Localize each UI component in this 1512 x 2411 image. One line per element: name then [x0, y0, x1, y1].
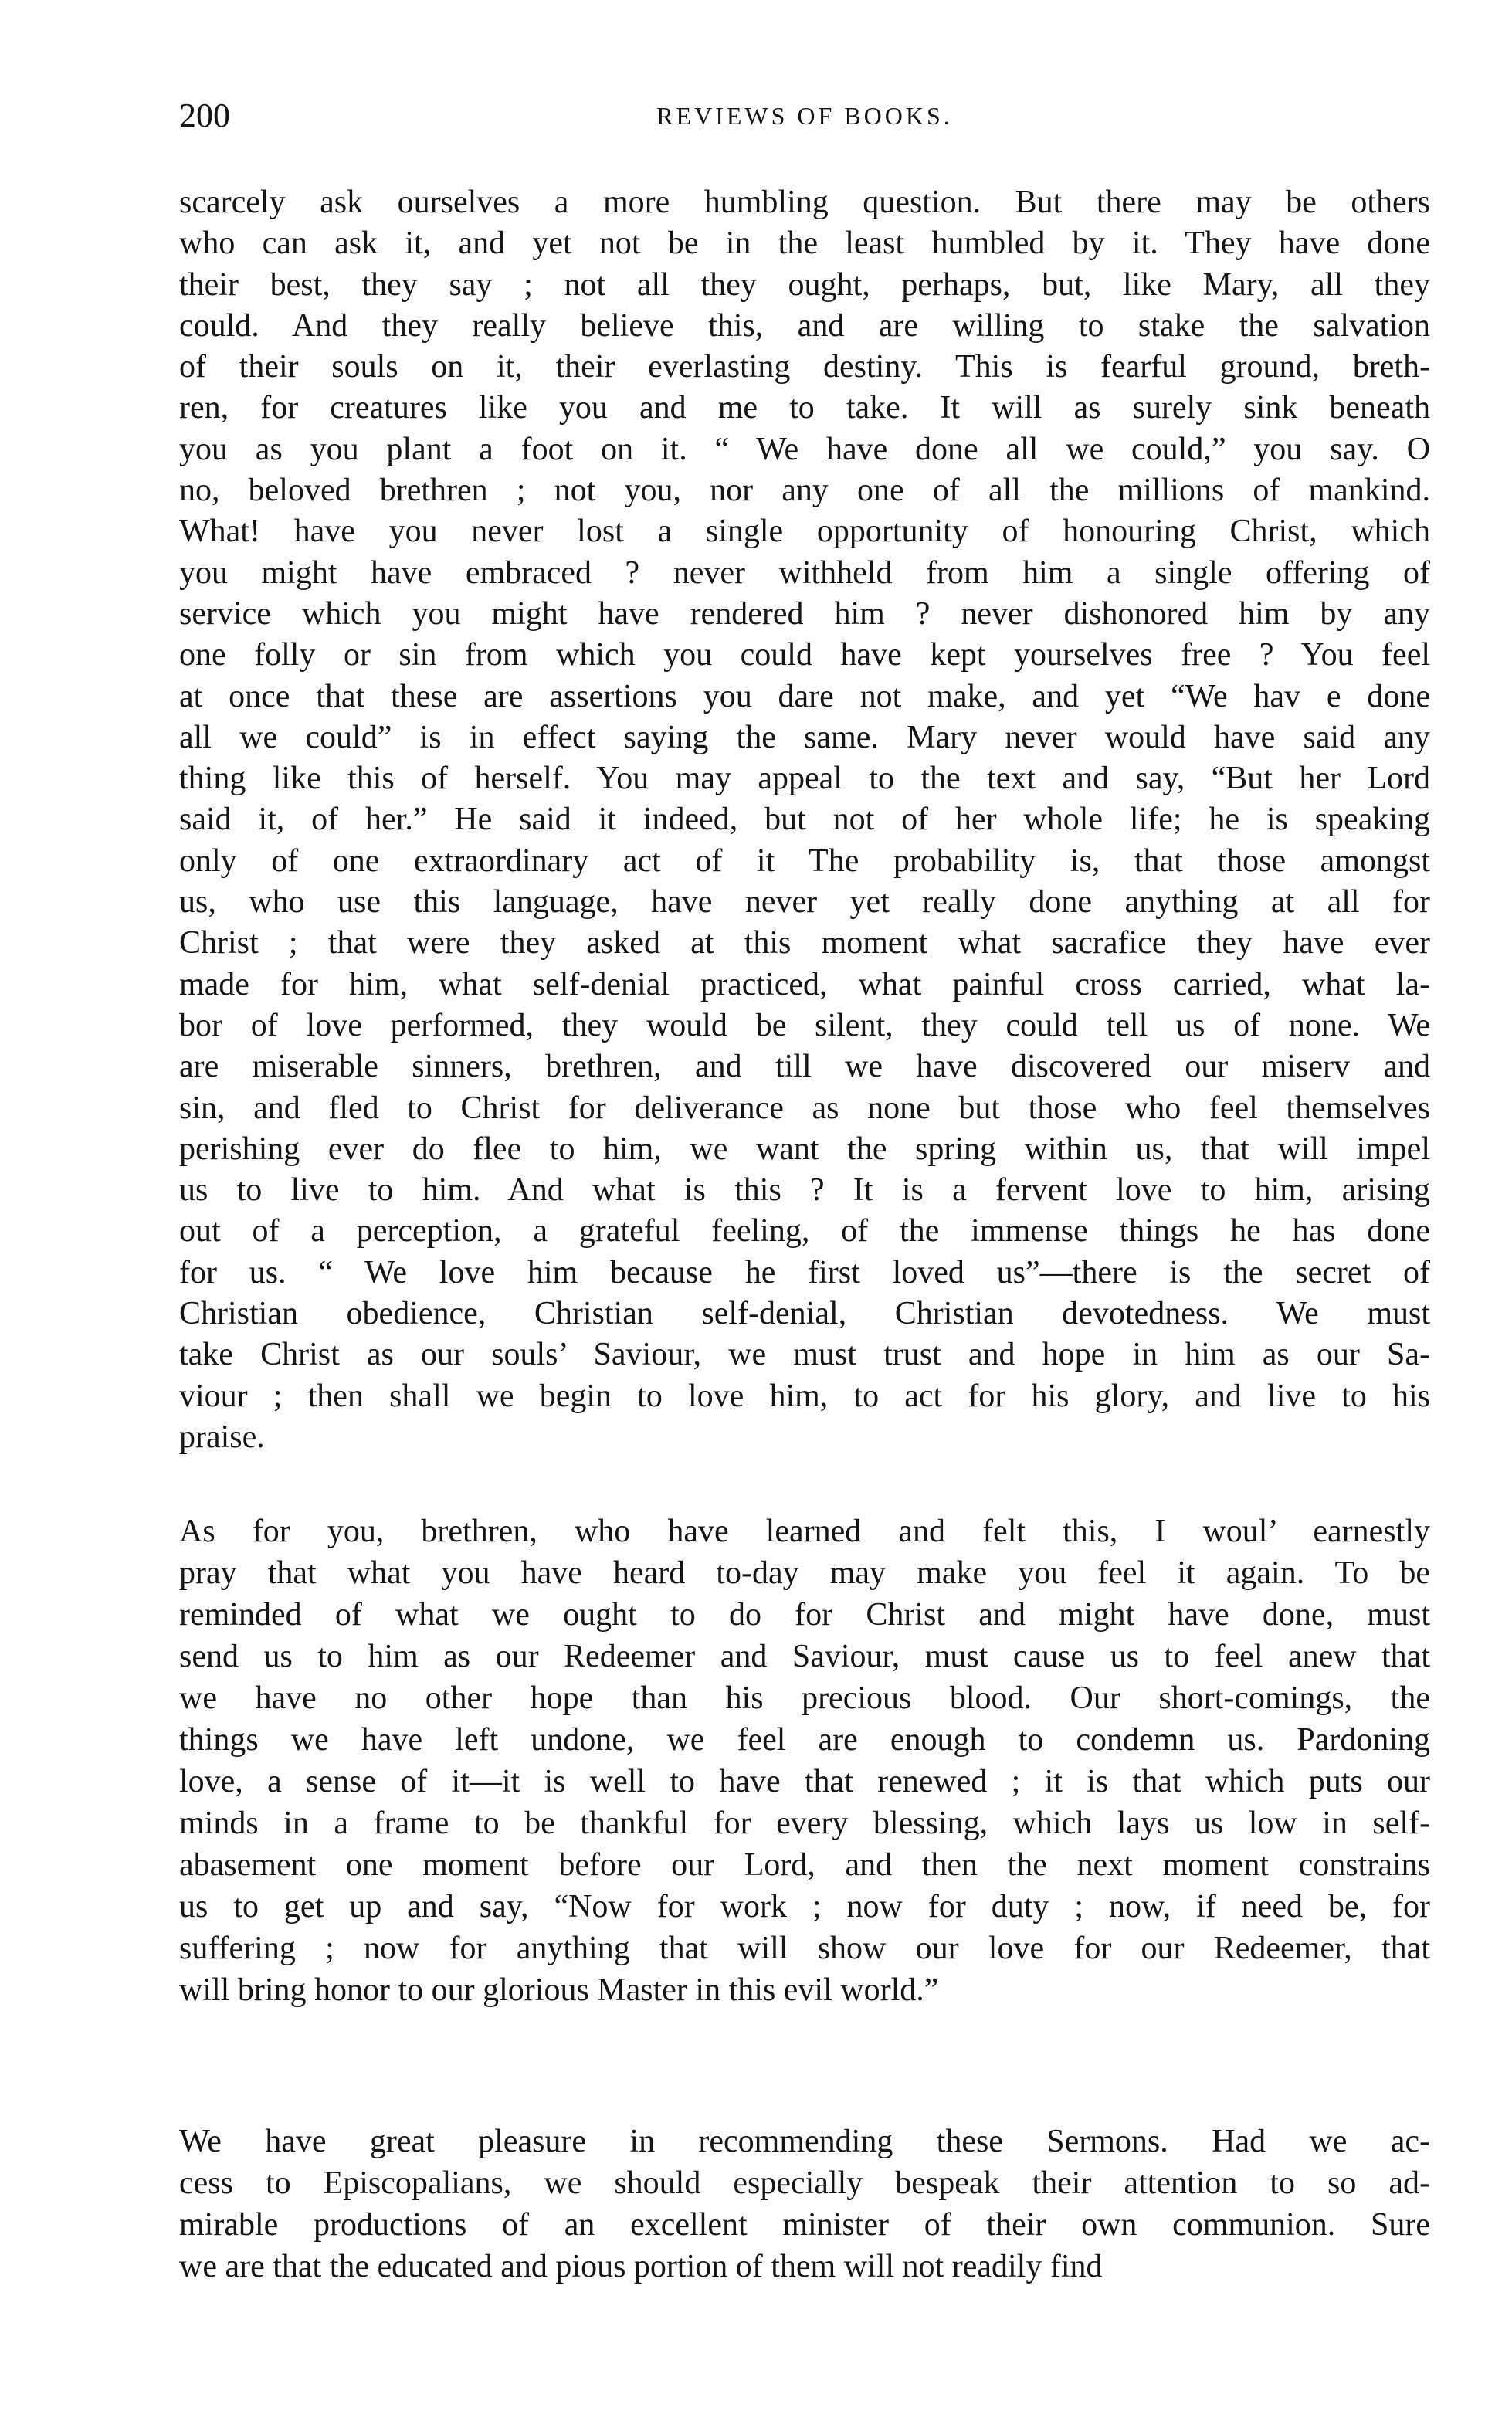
text-line: we are that the educated and pious portion of them will not readily find	[179, 2249, 1103, 2284]
text-line: perishing ever do flee to him, we want the spring within us, that will impel	[179, 1131, 1430, 1167]
text-line: said it, of her.” He said it indeed, but not of her whole life; he is speaking	[179, 802, 1430, 838]
text-line: we have no other hope than his precious blood. Our short-comings, the	[179, 1680, 1430, 1716]
text-line: who can ask it, and yet not be in the least humbled by it. They have done	[179, 226, 1430, 262]
text-line: could. And they really believe this, and are willing to stake the salvation	[179, 307, 1430, 344]
text-line: love, a sense of it—it is well to have that renewed ; it is that which puts our	[179, 1764, 1430, 1799]
text-line: all we could” is in effect saying the same. Mary never would have said any	[179, 719, 1430, 755]
text-line: no, beloved brethren ; not you, nor any one of all the millions of mankind.	[179, 473, 1430, 509]
text-line: for us. “ We love him because he first loved us”—there is the secret of	[179, 1254, 1430, 1290]
text-line: suffering ; now for anything that will show our love for our Redeemer, that	[179, 1931, 1430, 1966]
page-number: 200	[179, 97, 230, 134]
text-line: We have great pleasure in recommending these Sermons. Had we ac-	[179, 2124, 1430, 2159]
text-line: abasement one moment before our Lord, and then the next moment constrains	[179, 1847, 1430, 1883]
text-line: us to live to him. And what is this ? It is a fervent love to him, arising	[179, 1172, 1430, 1209]
text-line: minds in a frame to be thankful for every blessing, which lays us low in self-	[179, 1806, 1430, 1841]
text-line: viour ; then shall we begin to love him, to act for his glory, and live to his	[179, 1378, 1430, 1414]
text-line: their best, they say ; not all they ought, perhaps, but, like Mary, all they	[179, 266, 1430, 303]
text-line: out of a perception, a grateful feeling, of the immense things he has done	[179, 1213, 1430, 1250]
text-line: you as you plant a foot on it. “ We have done all we could,” you say. O	[179, 431, 1430, 467]
text-line: bor of love performed, they would be silent, they could tell us of none. We	[179, 1007, 1430, 1043]
text-line: reminded of what we ought to do for Christ and might have done, must	[179, 1597, 1430, 1633]
text-line: service which you might have rendered him ? never dishonored him by any	[179, 595, 1430, 632]
text-line: of their souls on it, their everlasting destiny. This is fearful ground, breth-	[179, 349, 1430, 385]
text-line: send us to him as our Redeemer and Saviour, must cause us to feel anew that	[179, 1639, 1430, 1674]
body-paragraph-2	[179, 1511, 1430, 2011]
text-line: cess to Episcopalians, we should especially bespeak their attention to so ad-	[179, 2165, 1430, 2201]
text-line: only of one extraordinary act of it The probability is, that those amongst	[179, 843, 1430, 879]
text-line: made for him, what self-denial practiced, what painful cross carried, what la-	[179, 966, 1430, 1002]
text-line: things we have left undone, we feel are enough to condemn us. Pardoning	[179, 1722, 1430, 1758]
text-line: As for you, brethren, who have learned and felt this, I woul’ earnestly	[179, 1514, 1430, 1549]
text-line: are miserable sinners, brethren, and till we have discovered our miserv and	[179, 1049, 1430, 1085]
text-line: us to get up and say, “Now for work ; now for duty ; now, if need be, for	[179, 1889, 1430, 1924]
text-line: Christian obedience, Christian self-denial, Christian devotedness. We must	[179, 1296, 1430, 1332]
page-header	[179, 93, 1430, 139]
text-line: will bring honor to our glorious Master in this evil world.”	[179, 1972, 939, 2008]
body-paragraph-1	[179, 182, 1430, 1458]
text-line: at once that these are assertions you dare not make, and yet “We hav e done	[179, 678, 1430, 714]
body-paragraph-3	[179, 2121, 1430, 2287]
text-line: scarcely ask ourselves a more humbling question. But there may be others	[179, 185, 1430, 220]
text-line: you might have embraced ? never withheld from him a single offering of	[179, 554, 1430, 591]
text-line: praise.	[179, 1419, 265, 1455]
text-line: mirable productions of an excellent minister of their own communion. Sure	[179, 2207, 1430, 2243]
text-line: thing like this of herself. You may appeal to the text and say, “But her Lord	[179, 761, 1430, 797]
text-line: ren, for creatures like you and me to take. It will as surely sink beneath	[179, 390, 1430, 426]
text-line: sin, and fled to Christ for deliverance as none but those who feel themselves	[179, 1090, 1430, 1126]
text-line: us, who use this language, have never yet really done anything at all for	[179, 884, 1430, 921]
text-line: one folly or sin from which you could have kept yourselves free ? You feel	[179, 637, 1430, 673]
text-line: Christ ; that were they asked at this moment what sacrafice they have ever	[179, 925, 1430, 961]
text-line: pray that what you have heard to-day may make you feel it again. To be	[179, 1555, 1430, 1591]
text-line: What! have you never lost a single opportunity of honouring Christ, which	[179, 514, 1430, 550]
running-head: REVIEWS OF BOOKS.	[656, 102, 953, 130]
text-line: take Christ as our souls’ Saviour, we must trust and hope in him as our Sa-	[179, 1337, 1430, 1373]
